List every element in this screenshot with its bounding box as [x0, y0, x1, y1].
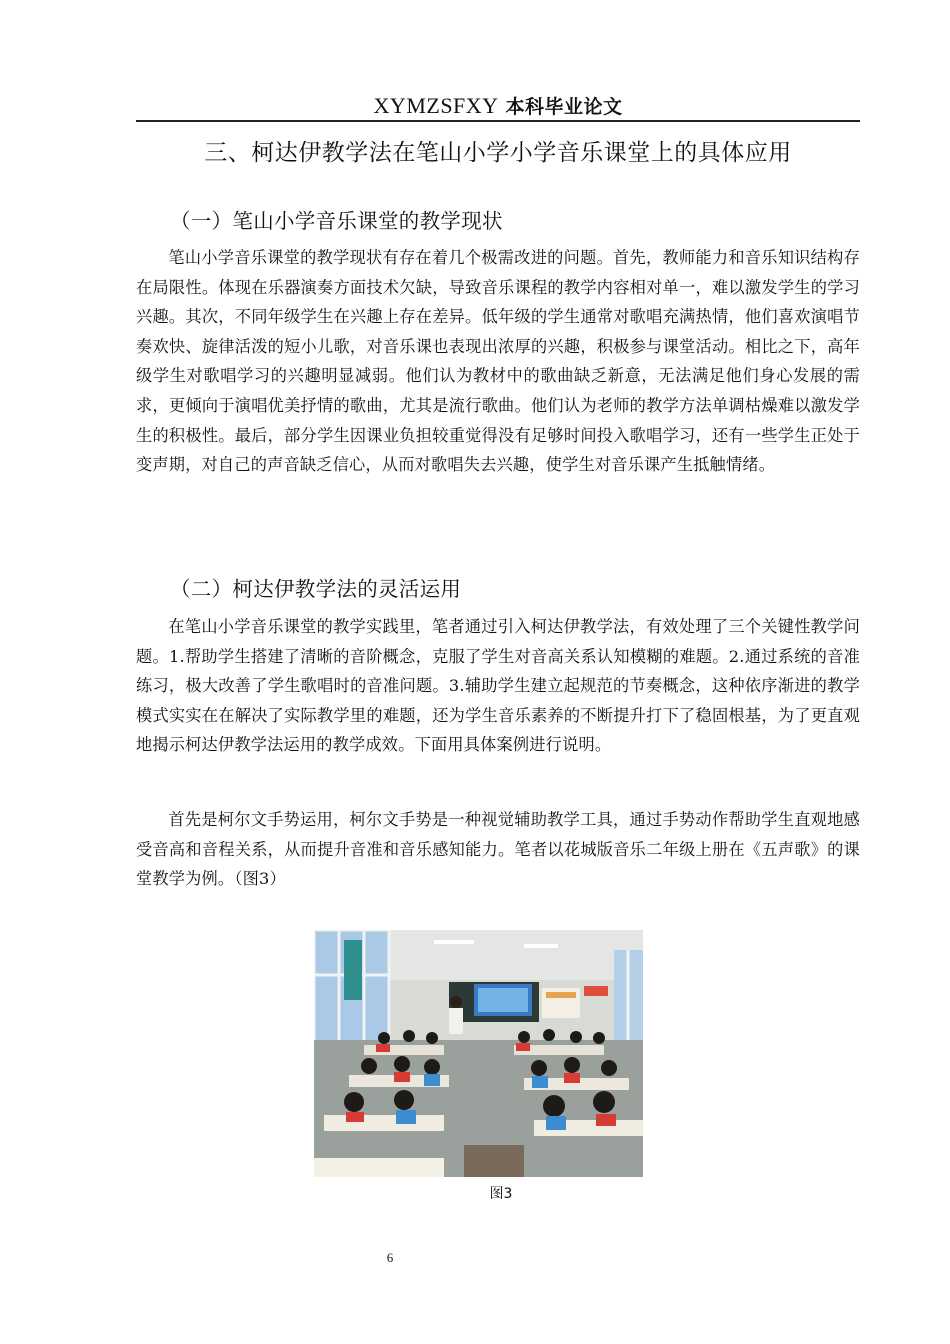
page-number: 6	[386, 1250, 394, 1265]
chapter-title: 三、柯达伊教学法在笔山小学小学音乐课堂上的具体应用	[204, 140, 792, 166]
section-title-2: （二）柯达伊教学法的灵活运用	[170, 577, 462, 601]
body-paragraph: 首先是柯尔文手势运用，柯尔文手势是一种视觉辅助教学工具，通过手势动作帮助学生直观地感受音高和音程关系，从而提升音准和音乐感知能力。笔者以花城版音乐二年级上册在《五声歌》的课堂教学为例。（图3）	[136, 810, 860, 889]
body-paragraph: 在笔山小学音乐课堂的教学实践里，笔者通过引入柯达伊教学法，有效处理了三个关键性教学问题。1.帮助学生搭建了清晰的音阶概念，克服了学生对音高关系认知模糊的难题。2.通过系统的音准练习，极大改善了学生歌唱时的音准问题。3.辅助学生建立起规范的节奏概念，这种依序渐进的教学模式实实在在解决了实际教学里的难题，还为学生音乐素养的不断提升打下了稳固根基，为了更直观地揭示柯达伊教学法运用的教学成效。下面用具体案例进行说明。	[136, 617, 860, 755]
running-header	[136, 94, 860, 122]
figure-caption: 图3	[489, 1186, 513, 1202]
section-title-1: （一）笔山小学音乐课堂的教学现状	[170, 209, 503, 233]
classroom-photo	[314, 930, 643, 1177]
header-brand: XYMZSFXY	[373, 93, 499, 118]
classroom-photo-image	[314, 930, 643, 1177]
header-subtitle: 本科毕业论文	[505, 96, 623, 118]
body-paragraph: 笔山小学音乐课堂的教学现状有存在着几个极需改进的问题。首先，教师能力和音乐知识结构存在局限性。体现在乐器演奏方面技术欠缺，导致音乐课程的教学内容相对单一，难以激发学生的学习兴趣。其次，不同年级学生在兴趣上存在差异。低年级的学生通常对歌唱充满热情，他们喜欢演唱节奏欢快、旋律活泼的短小儿歌，对音乐课也表现出浓厚的兴趣，积极参与课堂活动。相比之下，高年级学生对歌唱学习的兴趣明显减弱。他们认为教材中的歌曲缺乏新意，无法满足他们身心发展的需求，更倾向于演唱优美抒情的歌曲，尤其是流行歌曲。他们认为老师的教学方法单调枯燥难以激发学生的积极性。最后，部分学生因课业负担较重觉得没有足够时间投入歌唱学习，还有一些学生正处于变声期，对自己的声音缺乏信心，从而对歌唱失去兴趣，使学生对音乐课产生抵触情绪。	[136, 248, 860, 475]
